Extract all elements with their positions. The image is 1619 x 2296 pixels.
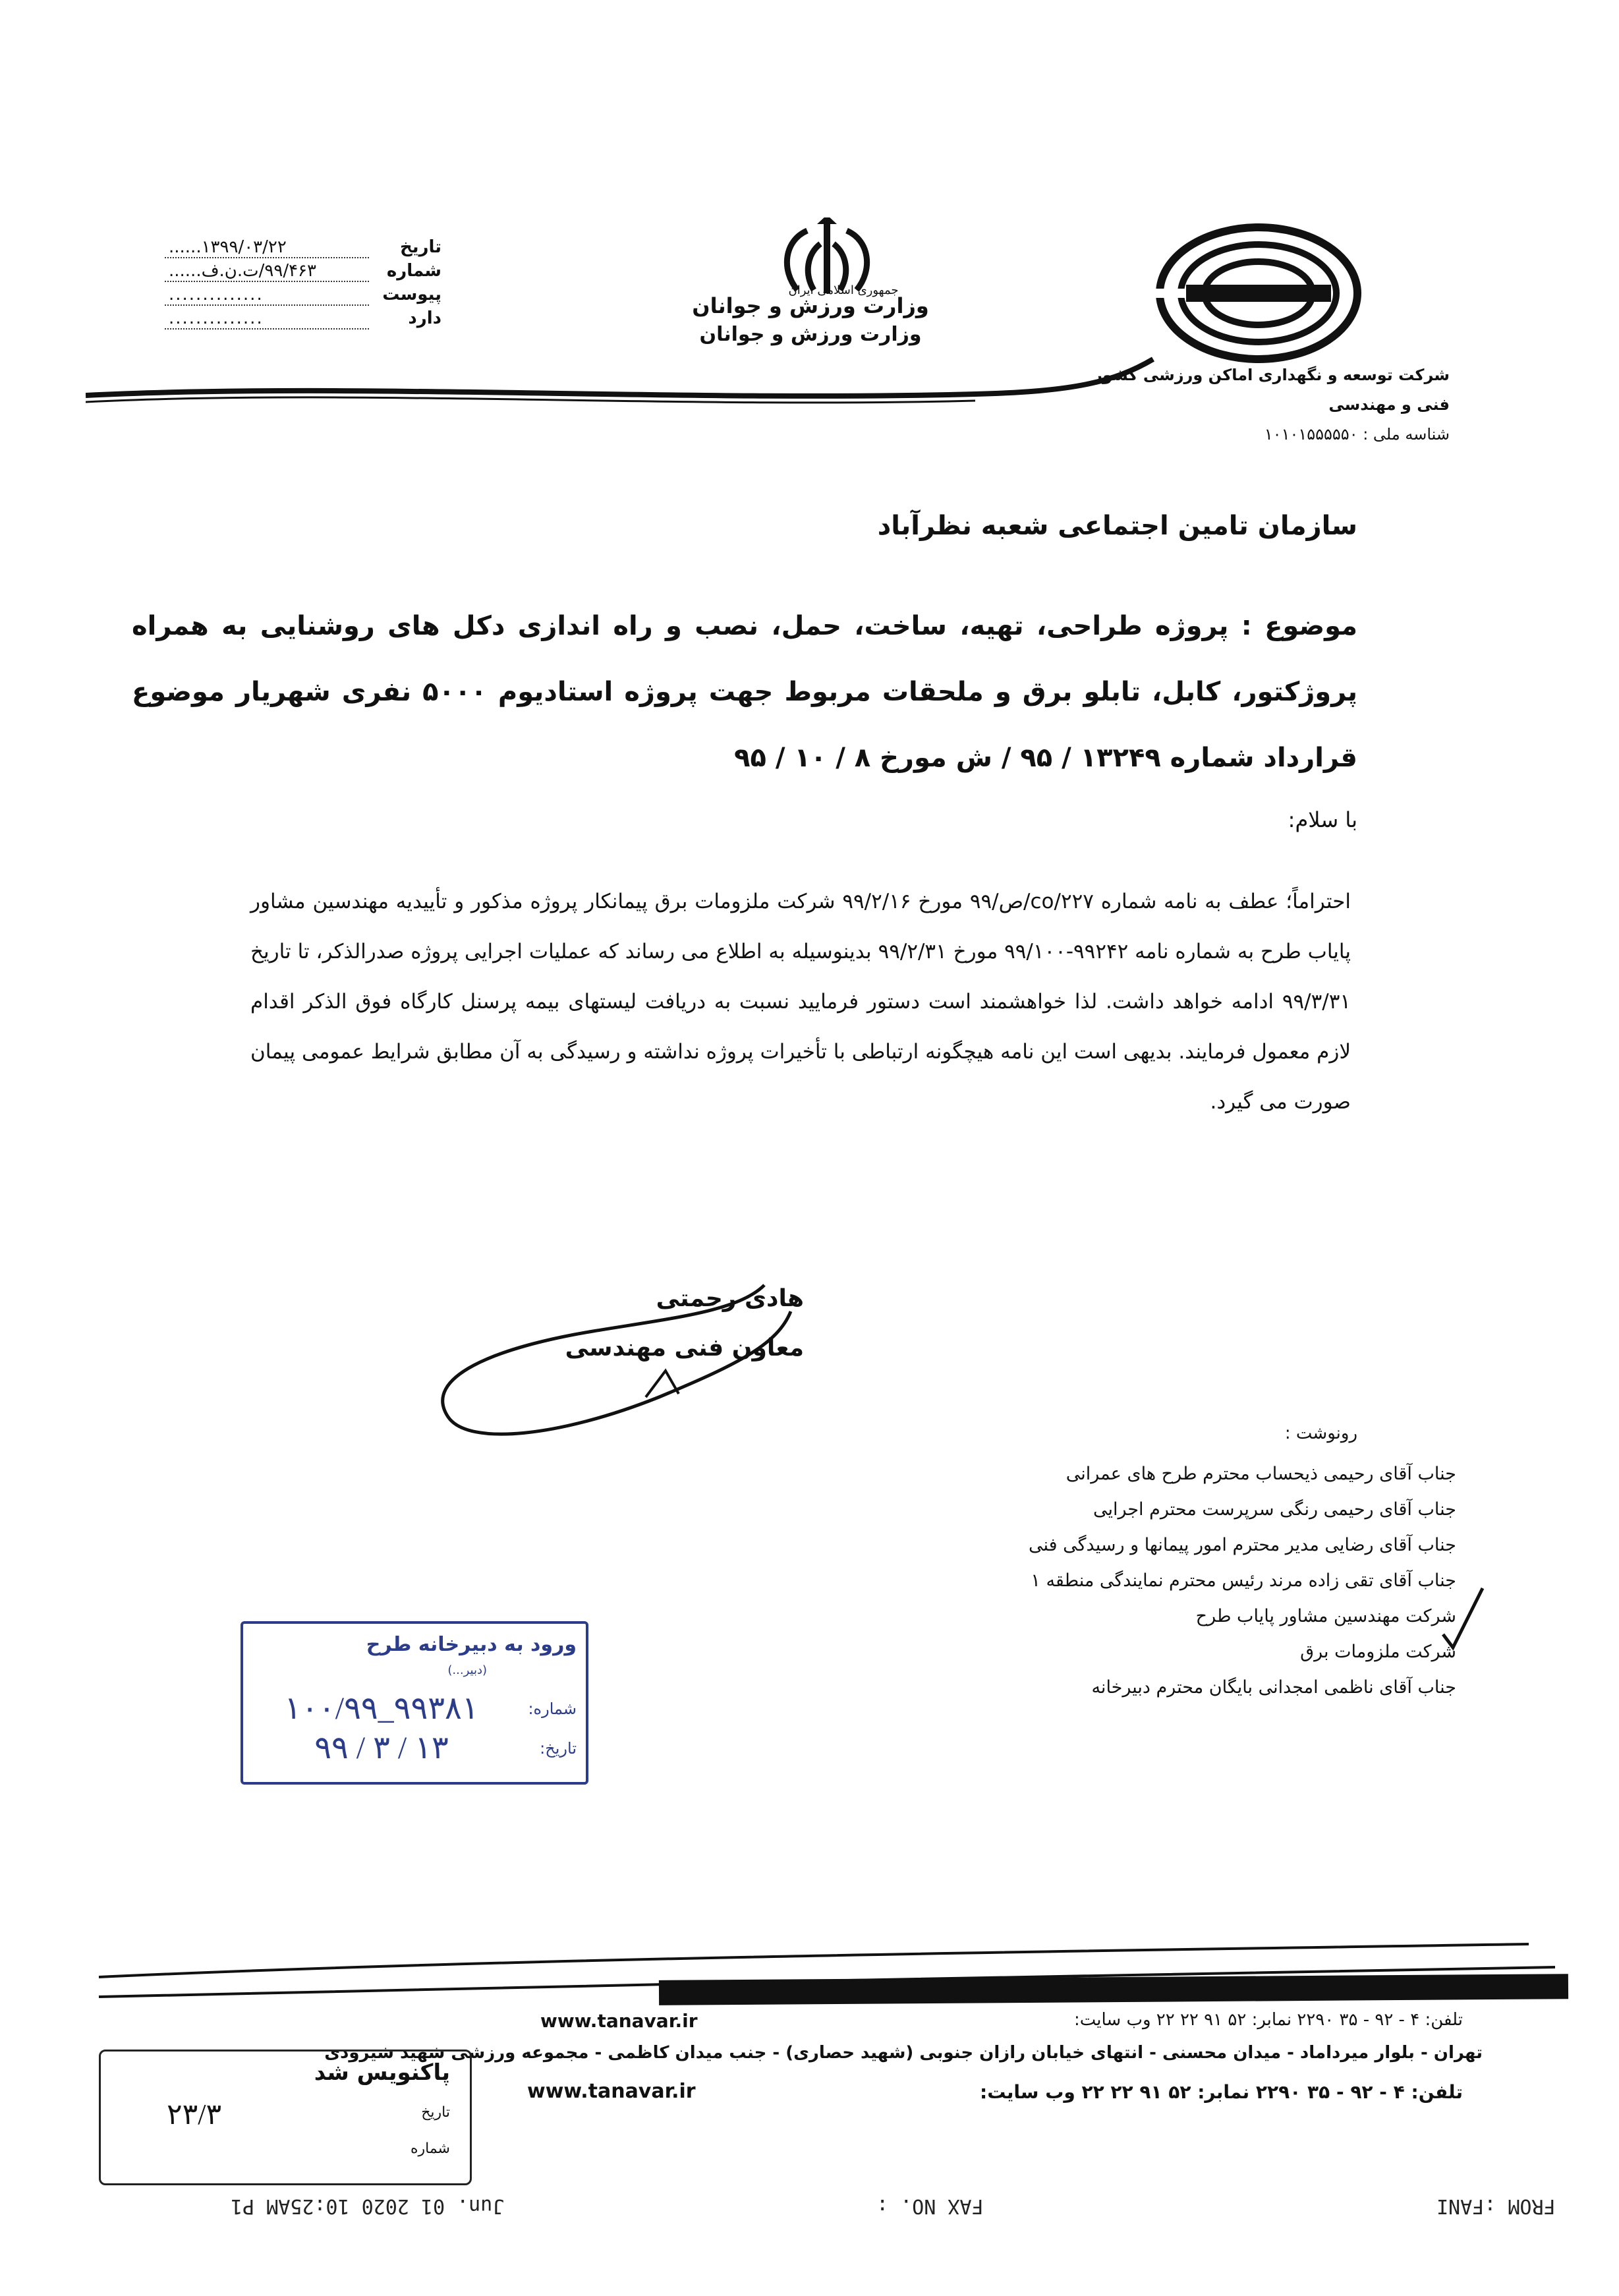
signer-title: معاون فنی مهندسی xyxy=(565,1335,804,1362)
cc-list xyxy=(791,1456,1456,1706)
meta-date-value: ۱۳۹۹/۰۳/۲۲...... xyxy=(165,237,369,258)
meta-number-value: ۹۹/۴۶۳/ت.ن.ف...... xyxy=(165,261,369,282)
footer-contact-line-2: تلفن: ۴ - ۹۲ - ۳۵ ۲۲۹۰ نمابر: ۵۲ ۹۱ ۲۲ ۲۲ وب سایت: xyxy=(980,2081,1463,2103)
cc-item: شرکت ملزومات برق xyxy=(1300,1642,1456,1662)
header-wave-divider xyxy=(86,356,1338,409)
national-id: شناسه ملی : ۱۰۱۰۱۵۵۵۵۵۰ xyxy=(1264,425,1450,444)
stamp2-date-label: تاریخ xyxy=(421,2104,450,2121)
fax-number: FAX NO. : xyxy=(876,2195,984,2218)
meta-has-label: دارد xyxy=(408,308,441,328)
company-department: فنی و مهندسی xyxy=(1328,395,1450,414)
letter-subject: موضوع : پروژه طراحی، تهیه، ساخت، حمل، نصب و راه اندازی دکل های روشنایی به همراه پروژکتور، کابل، تابلو برق و ملحقات مربوط جهت پروژه استادیوم ۵۰۰۰ نفری شهریار موضوع قرارداد شماره ۱۳۲۴۹ / ۹۵ / ش مورخ ۸ / ۱۰ / ۹۵ xyxy=(132,611,1357,773)
stamp-number-value: ۱۰۰/۹۹_۹۹۳۸۱ xyxy=(284,1691,479,1726)
meta-has-value: .............. xyxy=(165,308,369,330)
fax-header xyxy=(0,2195,1619,2234)
footer-contact-line-1: تلفن: ۴ - ۹۲ - ۳۵ ۲۲۹۰ نمابر: ۵۲ ۹۱ ۲۲ ۲۲ وب سایت: xyxy=(1073,2010,1463,2030)
stamp-title: ورود به دبیرخانه طرح xyxy=(366,1633,577,1656)
checkmark-icon xyxy=(1436,1582,1489,1654)
meta-date-label: تاریخ xyxy=(400,237,441,257)
stamp2-number-label: شماره xyxy=(410,2140,450,2157)
cc-item: جناب آقای رحیمی رنگی سرپرست محترم اجرایی xyxy=(1093,1499,1456,1520)
company-name: شرکت توسعه و نگهداری اماکن ورزشی کشور xyxy=(1093,366,1450,384)
cc-item: جناب آقای رحیمی ذیحساب محترم طرح های عمرانی xyxy=(1065,1464,1456,1484)
fax-from: FROM :FANI xyxy=(1436,2195,1556,2218)
cc-title: رونوشت : xyxy=(1284,1423,1357,1443)
footer-website-1[interactable]: www.tanavar.ir xyxy=(540,2010,698,2032)
letter-meta xyxy=(165,237,441,332)
letter-body: احتراماً؛ عطف به نامه شماره ۲۲۷/co/ص/۹۹ مورخ ۹۹/۲/۱۶ شرکت ملزومات برق پیمانکار پروژه مذکور و تأییدیه مهندسین مشاور پایاب طرح به شماره نامه ۹۹۲۴۲-۹۹/۱۰۰ مورخ ۹۹/۲/۳۱ بدینوسیله به اطلاع می رساند که عملیات اجرایی پروژه صدرالذکر، تا تاریخ ۹۹/۳/۳۱ ادامه خواهد داشت. لذا خواهشمند است دستور فرمایید نسبت به دریافت لیستهای بیمه پرسنل کارگاه فوق الذکر اقدام لازم معمول فرمایند. بدیهی است این نامه هیچگونه ارتباطی با تأخیرات پروژه نداشته و رسیدگی به آن مطابق شرایط عمومی پیمان صورت می گیرد. xyxy=(250,890,1351,1114)
meta-has xyxy=(165,308,441,332)
stamp-subtitle: (دبیر...) xyxy=(447,1663,487,1677)
meta-number xyxy=(165,261,441,285)
ministry-name: وزارت ورزش و جوانان xyxy=(692,293,929,318)
meta-attachment-value: .............. xyxy=(165,285,369,306)
stamp2-title: پاکنویس شد xyxy=(314,2059,450,2086)
company-logo xyxy=(1147,211,1371,376)
footer-website-2[interactable]: www.tanavar.ir xyxy=(527,2080,696,2103)
meta-date xyxy=(165,237,441,261)
entry-stamp xyxy=(241,1621,588,1785)
fax-datetime: Jun. 01 2020 10:25AM P1 xyxy=(231,2195,505,2218)
cc-item: جناب آقای تقی زاده مرند رئیس محترم نمایندگی منطقه ۱ xyxy=(1031,1570,1456,1591)
addressee: سازمان تامین اجتماعی شعبه نظرآباد xyxy=(877,511,1357,541)
cc-item: جناب آقای رضایی مدیر محترم امور پیمانها و رسیدگی فنی xyxy=(1029,1535,1456,1555)
signer-name: هادی رحمتی xyxy=(656,1285,804,1312)
stamp-number-label: شماره: xyxy=(528,1700,577,1718)
meta-attachment xyxy=(165,285,441,308)
stamp-date-label: تاریخ: xyxy=(540,1739,577,1758)
cc-item: جناب آقای ناظمی امجدانی بایگان محترم دبیرخانه xyxy=(1091,1677,1456,1698)
stamp2-handwritten: ۲۳/۳ xyxy=(167,2098,222,2131)
footer-address: تهران - بلوار میرداماد - میدان محسنی - انتهای خیابان رازان جنوبی (شهید حصاری) - جنب میدان کاظمی - مجموعه ورزشی شهید شیرودی xyxy=(324,2043,1483,2063)
stamp-date-value: ۹۹ / ۳ / ۱۳ xyxy=(314,1731,449,1765)
greeting: با سلام: xyxy=(1288,807,1357,832)
meta-attachment-label: پیوست xyxy=(382,285,441,304)
emblem-caption: جمهوری اسلامی ایران xyxy=(788,283,899,297)
meta-number-label: شماره xyxy=(386,261,441,281)
clean-copy-stamp xyxy=(99,2050,472,2185)
company-logo-icon xyxy=(1147,211,1371,376)
cc-item: شرکت مهندسین مشاور پایاب طرح xyxy=(1195,1606,1456,1626)
ministry-name-stamp: وزارت ورزش و جوانان xyxy=(699,323,922,346)
